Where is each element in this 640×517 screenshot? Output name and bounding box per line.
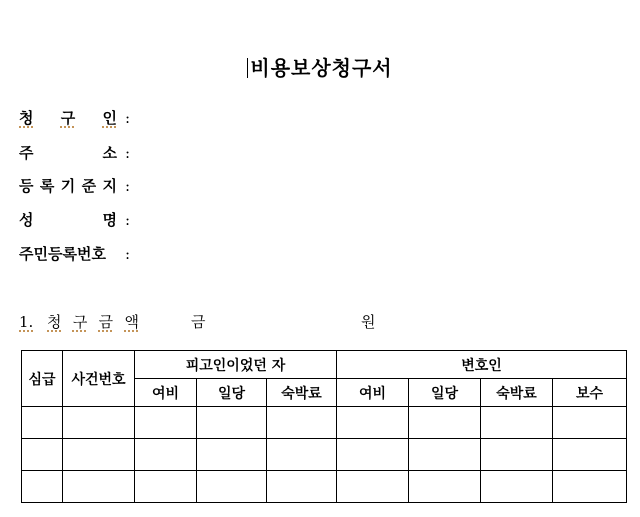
currency-unit: 원 — [361, 313, 376, 331]
table-cell[interactable] — [197, 471, 267, 503]
registration-base-label — [19, 176, 117, 196]
address-field — [19, 143, 130, 163]
label-char: 주민등록번호 — [19, 245, 106, 263]
label-char: 소 — [102, 144, 117, 162]
table-row — [22, 471, 627, 503]
colon: : — [125, 109, 131, 127]
colon: : — [125, 211, 131, 229]
table-cell[interactable] — [553, 471, 627, 503]
header-former-defendant: 피고인이었던 자 — [135, 351, 337, 379]
table-cell[interactable] — [481, 439, 553, 471]
label-char: 기 — [60, 177, 76, 195]
header-instance: 심급 — [22, 351, 63, 407]
table-cell[interactable] — [267, 439, 337, 471]
table-cell[interactable] — [135, 439, 197, 471]
name-field — [19, 210, 130, 230]
table-cell[interactable] — [197, 439, 267, 471]
label-char: 청 — [19, 109, 34, 127]
title-text: 비용보상청구서 — [250, 56, 393, 80]
claim-amount-line — [19, 312, 619, 332]
table-cell[interactable] — [337, 439, 409, 471]
table-cell[interactable] — [197, 407, 267, 439]
label-char: 명 — [102, 211, 117, 229]
label-char: 구 — [60, 109, 76, 127]
table-cell[interactable] — [22, 407, 63, 439]
table-cell[interactable] — [409, 471, 481, 503]
table-cell[interactable] — [135, 471, 197, 503]
label-char: 성 — [19, 211, 34, 229]
table-cell[interactable] — [267, 407, 337, 439]
claimant-field — [19, 108, 130, 128]
header-counsel: 변호인 — [337, 351, 627, 379]
label-char: 금 — [98, 313, 114, 331]
label-char: 액 — [124, 313, 139, 331]
label-char: 주 — [19, 144, 34, 162]
resident-number-label — [19, 244, 117, 264]
table-cell[interactable] — [337, 407, 409, 439]
table-cell[interactable] — [63, 407, 135, 439]
label-char: 록 — [39, 177, 55, 195]
table-cell[interactable] — [553, 407, 627, 439]
section-number: 1. — [19, 313, 34, 331]
table-row — [22, 407, 627, 439]
label-char: 준 — [81, 177, 97, 195]
table-cell[interactable] — [409, 407, 481, 439]
amount-prefix: 금 — [191, 313, 206, 331]
address-label — [19, 143, 117, 163]
claimant-label — [19, 108, 117, 128]
header-counsel-daily: 일당 — [409, 379, 481, 407]
name-label — [19, 210, 117, 230]
table-cell[interactable] — [337, 471, 409, 503]
table-cell[interactable] — [267, 471, 337, 503]
header-defendant-travel: 여비 — [135, 379, 197, 407]
colon: : — [125, 144, 131, 162]
table-cell[interactable] — [481, 407, 553, 439]
table-cell[interactable] — [63, 439, 135, 471]
label-char: 인 — [102, 109, 117, 127]
claim-amount-label — [47, 312, 139, 332]
label-char: 등 — [19, 177, 34, 195]
table-cell[interactable] — [481, 471, 553, 503]
expense-table — [21, 350, 627, 503]
label-char: 지 — [102, 177, 117, 195]
table-cell[interactable] — [22, 439, 63, 471]
text-cursor — [247, 58, 248, 78]
registration-base-field — [19, 176, 130, 196]
table-cell[interactable] — [553, 439, 627, 471]
header-counsel-fee: 보수 — [553, 379, 627, 407]
header-case-number: 사건번호 — [63, 351, 135, 407]
colon: : — [125, 245, 131, 263]
label-char: 구 — [72, 313, 88, 331]
header-counsel-travel: 여비 — [337, 379, 409, 407]
header-counsel-lodging: 숙박료 — [481, 379, 553, 407]
table-cell[interactable] — [63, 471, 135, 503]
colon: : — [125, 177, 131, 195]
table-row — [22, 439, 627, 471]
document-title[interactable] — [0, 52, 640, 81]
table-cell[interactable] — [22, 471, 63, 503]
label-char: 청 — [47, 313, 62, 331]
table-cell[interactable] — [409, 439, 481, 471]
header-defendant-lodging: 숙박료 — [267, 379, 337, 407]
header-defendant-daily: 일당 — [197, 379, 267, 407]
table-cell[interactable] — [135, 407, 197, 439]
resident-number-field — [19, 244, 130, 264]
